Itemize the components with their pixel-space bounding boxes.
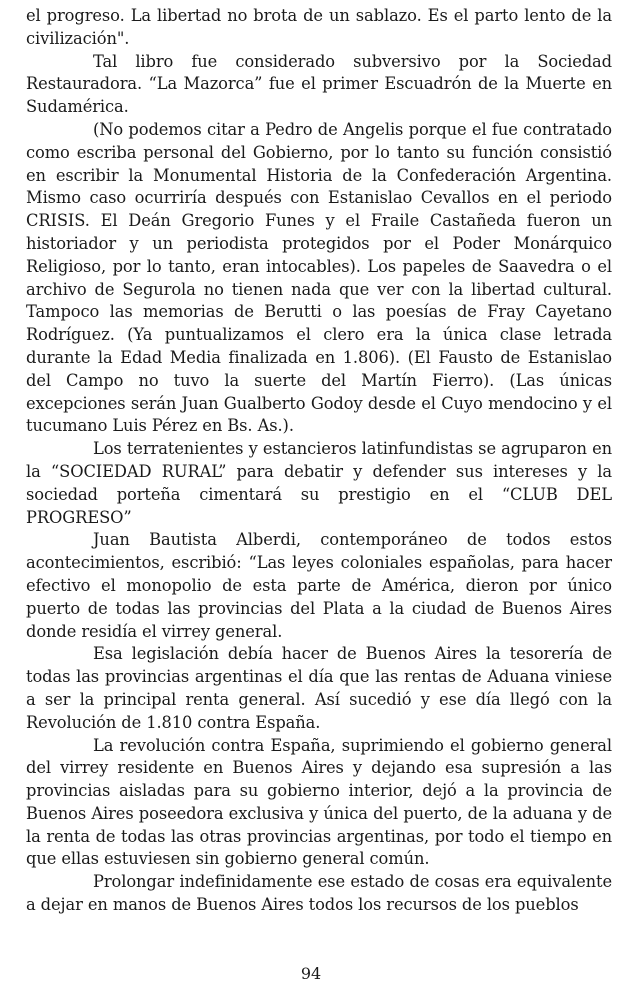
- paragraph-pedro-de-angelis: (No podemos citar a Pedro de Angelis porque el fue contratado como escriba personal del Gobierno, por lo tanto su función consistió en escribir la Monumental Historia de la Confederación Argentina. Mismo caso ocurriría después con Estanislao Cevallos en el periodo CRISIS. El Deán Gregorio Funes y el Fraile Castañeda fueron un historiador y un periodista protegidos por el Poder Monárquico Religioso, por lo tanto, eran intocables). Los papeles de Saavedra o el archivo de Segurola no tienen nada que ver con la libertad cultural. Tampoco las memorias de Berutti o las poesías de Fray Cayetano Rodríguez. (Ya puntualizamos el clero era la única clase letrada durante la Edad Media finalizada en 1.806). (El Fausto de Estanislao del Campo no tuvo la suerte del Martín Fierro). (Las únicas excepciones serán Juan Gualberto Godoy desde el Cuyo mendocino y el tucumano Luis Pérez en Bs. As.).: [26, 119, 612, 436]
- paragraph-revolucion: La revolución contra España, suprimiendo el gobierno general del virrey residente en Buenos Aires y dejando esa supresión a las provincias aisladas para su gobierno interior, dejó a la provincia de Buenos Aires poseedora exclusiva y única del puerto, de la aduana y de la renta de todas las otras provincias argentinas, por todo el tiempo en que ellas estuviesen sin gobierno general común.: [26, 735, 612, 869]
- paragraph-continuation: el progreso. La libertad no brota de un sablazo. Es el parto lento de la civilización".: [26, 6, 612, 48]
- paragraph-prolongar: Prolongar indefinidamente ese estado de cosas era equivalente a dejar en manos de Buenos Aires todos los recursos de los pueblos: [26, 872, 612, 915]
- page-number: 94: [300, 964, 322, 983]
- body-text: [26, 5, 612, 917]
- paragraph-sociedad-restauradora: Tal libro fue considerado subversivo por la Sociedad Restauradora. “La Mazorca” fue el primer Escuadrón de la Muerte en Sudamérica.: [26, 51, 612, 117]
- paragraph-alberdi: Juan Bautista Alberdi, contemporáneo de todos estos acontecimientos, escribió: “Las leyes coloniales españolas, para hacer efectivo el monopolio de esta parte de América, dieron por único puerto de todas las provincias del Plata a la ciudad de Buenos Aires donde residía el virrey general.: [26, 530, 612, 641]
- paragraph-tesoreria: Esa legislación debía hacer de Buenos Aires la tesorería de todas las provincias argentinas el día que las rentas de Aduana viniese a ser la principal renta general. Así sucedió y ese día llegó con la Revolución de 1.810 contra España.: [26, 644, 612, 732]
- paragraph-sociedad-rural: Los terratenientes y estancieros latinfundistas se agruparon en la “SOCIEDAD RURAL” para debatir y defender sus intereses y la sociedad porteña cimentará su prestigio en el “CLUB DEL PROGRESO”: [26, 439, 612, 527]
